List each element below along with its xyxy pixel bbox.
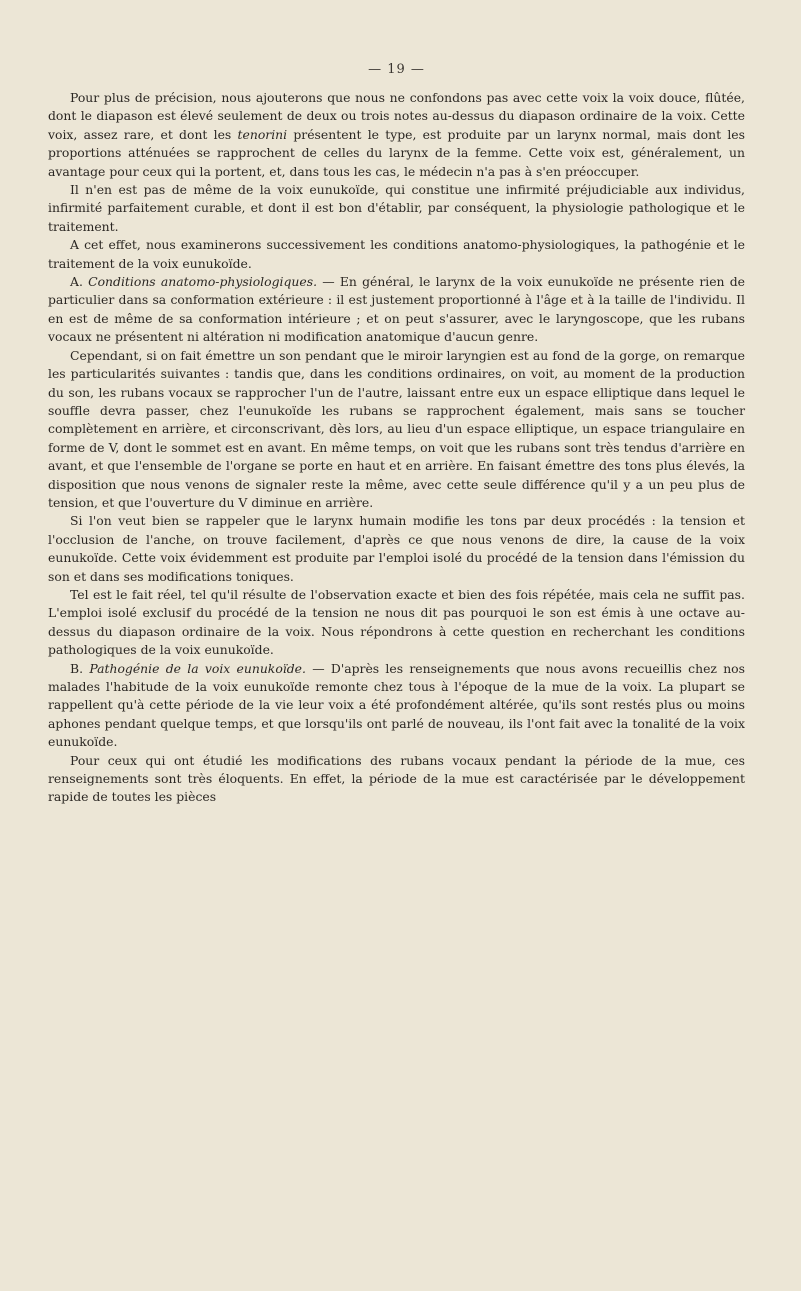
paragraph-5: Cependant, si on fait émettre un son pendant que le miroir laryngien est au fond de la gorge, on remarque les particularités suivantes : tandis que, dans les conditions ordinaires, on voit, au moment de la production du son, les rubans vocaux se rapprocher l'un de l'autre, laissant entre eux un espace elliptique dans lequel le souffle devra passer, chez l'eunukoïde les rubans se rapprochent également, mais sans se toucher complètement en arrière, et circonscrivant, dès lors, au lieu d'un espace elliptique, un espace triangulaire en forme de V, dont le sommet est en avant. En même temps, on voit que les rubans sont très tendus d'arrière en avant, et que l'ensemble de l'organe se porte en haut et en arrière. En faisant émettre des tons plus élevés, la disposition que nous venons de signaler reste la même, avec cette seule différence qu'il y a un peu plus de tension, et que l'ouverture du V diminue en arrière. bbox=[48, 347, 745, 510]
page-number: — 19 — bbox=[368, 62, 425, 77]
paragraph-3: A cet effet, nous examinerons successivement les conditions anatomo-physiologiques, la pathogénie et le traitement de la voix eunukoïde. bbox=[48, 237, 745, 271]
section-b-paragraph: B. Pathogénie de la voix eunukoïde. — D'après les renseignements que nous avons recueillis chez nos malades l'habitude de la voix eunukoïde remonte chez tous à l'époque de la mue de la voix. La plupart se rappellent qu'à cette période de la vie leur voix a été profondément altérée, qu'ils sont restés plus ou moins aphones pendant quelque temps, et que lorsqu'ils ont parlé de nouveau, ils l'ont fait avec la tonalité de la voix eunukoïde. bbox=[48, 660, 745, 750]
paragraph-7: Tel est le fait réel, tel qu'il résulte de l'observation exacte et bien des fois répétée, mais cela ne suffit pas. L'emploi isolé exclusif du procédé de la tension ne nous dit pas pourquoi le son est émis à une octave au-dessus du diapason ordinaire de la voix. Nous répondrons à cette question en recherchant les conditions pathologiques de la voix eunukoïde. bbox=[48, 586, 745, 658]
paragraph-6: Si l'on veut bien se rappeler que le larynx humain modifie les tons par deux procédés : la tension et l'occlusion de l'anche, on trouve facilement, d'après ce que nous venons de dire, la cause de la voix eunukoïde. Cette voix évidemment est produite par l'emploi isolé du procédé de la tension dans l'émission du son et dans ses modifications toniques. bbox=[48, 513, 745, 584]
paragraph-2: Il n'en est pas de même de la voix eunukoïde, qui constitue une infirmité préjudiciable aux individus, infirmité parfaitement curable, et dont il est bon d'établir, par conséquent, la physiologie pathologique et le traitement. bbox=[48, 182, 745, 234]
section-a-heading: Conditions anatomo-physiologiques. bbox=[88, 274, 318, 290]
paragraph-1: Pour plus de précision, nous ajouterons que nous ne confondons pas avec cette voix la voix douce, flûtée, dont le diapason est élevé seulement de deux ou trois notes au-dessus du diapason ordinaire de la voix. Cette voix, assez rare, et dont les tenorini présentent le type, est produite par un larynx normal, mais dont les proportions atténuées se rapprochent de celles du larynx de la femme. Cette voix est, généralement, un avantage pour ceux qui la portent, et, dans tous les cas, le médecin n'a pas à s'en préoccuper. bbox=[48, 90, 745, 179]
section-b-heading: Pathogénie de la voix eunukoïde. bbox=[89, 660, 306, 676]
section-a-paragraph: A. Conditions anatomo-physiologiques. — En général, le larynx de la voix eunukoïde ne présente rien de particulier dans sa conformation extérieure : il est justement proportionné à l'âge et à la taille de l'individu. Il en est de même de sa conformation intérieure ; et on peut s'assurer, avec le laryngoscope, que les rubans vocaux ne présentent ni altération ni modification anatomique d'aucun genre. bbox=[48, 274, 746, 345]
paragraph-9: Pour ceux qui ont étudié les modifications des rubans vocaux pendant la période de la mue, ces renseignements sont très éloquents. En effet, la période de la mue est caractérisée par le développement rapide de toutes les pièces bbox=[48, 752, 745, 805]
